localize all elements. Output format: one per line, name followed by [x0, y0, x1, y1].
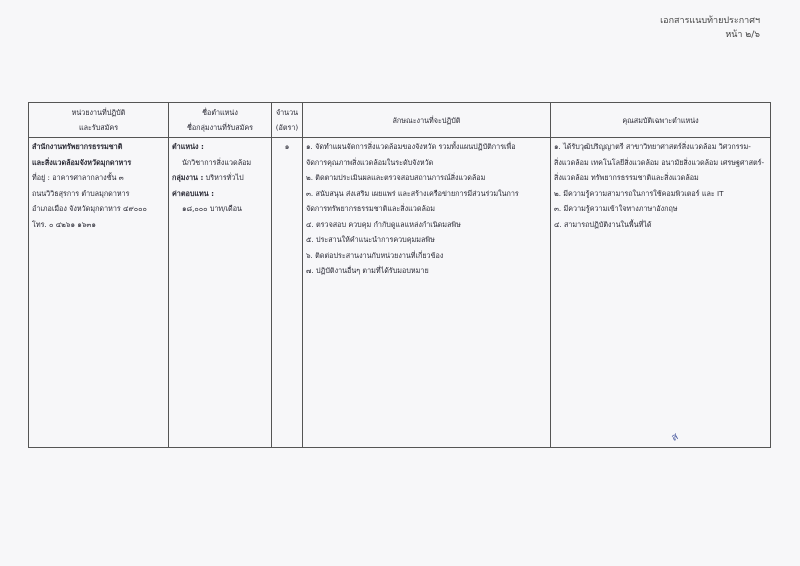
agency-phone: โทร. ๐ ๔๒๖๑ ๑๖๓๑ — [32, 219, 96, 229]
position-salary-label: ค่าตอบแทน : — [172, 188, 215, 198]
page-header — [660, 14, 760, 42]
header-position-line2: ชื่อกลุ่มงานที่รับสมัคร — [186, 123, 254, 132]
agency-name-line2: และสิ่งแวดล้อมจังหวัดมุกดาหาร — [32, 157, 132, 167]
header-position — [169, 103, 272, 138]
header-position-line1: ชื่อตำแหน่ง — [202, 108, 238, 117]
duties-cell — [303, 138, 551, 448]
duty-line: จัดการทรัพยากรธรรมชาติและสิ่งแวดล้อม — [306, 204, 435, 213]
count-value: ๑ — [284, 142, 290, 151]
qualification-line: ๔. สามารถปฏิบัติงานในพื้นที่ได้ — [554, 219, 652, 229]
agency-cell — [29, 138, 169, 448]
qualification-line: ๓. มีความรู้ความเข้าใจทางภาษาอังกฤษ — [554, 204, 678, 213]
header-agency — [29, 103, 169, 138]
header-qualifications — [551, 103, 771, 138]
job-table — [28, 102, 771, 448]
qualification-line: ๒. มีความรู้ความสามารถในการใช้คอมพิวเตอร์ และ IT — [554, 188, 724, 198]
duty-line: ๖. ติดต่อประสานงานกับหน่วยงานที่เกี่ยวข้อง — [306, 250, 444, 260]
duty-line: ๔. ตรวจสอบ ควบคุม กำกับดูแลแหล่งกำเนิดมลพิษ — [306, 219, 461, 229]
header-duties — [303, 103, 551, 138]
qualification-line: สิ่งแวดล้อม เทคโนโลยีสิ่งแวดล้อม อนามัยสิ่งแวดล้อม เศรษฐศาสตร์- — [554, 157, 765, 167]
table-row — [29, 138, 771, 448]
header-count-line1: จำนวน — [275, 108, 299, 117]
header-agency-line2: และรับสมัคร — [78, 123, 119, 132]
duty-line: ๗. ปฏิบัติงานอื่นๆ ตามที่ได้รับมอบหมาย — [306, 266, 429, 275]
header-qualifications-label: คุณสมบัติเฉพาะตำแหน่ง — [622, 115, 699, 125]
page-number: หน้า ๒/๖ — [725, 30, 760, 40]
duty-line: ๑. จัดทำแผนจัดการสิ่งแวดล้อมของจังหวัด รวมทั้งแผนปฏิบัติการเพื่อ — [306, 142, 516, 151]
count-cell — [272, 138, 303, 448]
initial-mark: ส — [669, 431, 681, 444]
header-agency-line1: หน่วยงานที่ปฏิบัติ — [71, 108, 126, 117]
header-count — [272, 103, 303, 138]
agency-address-line1: ที่อยู่ : อาคารศาลากลางชั้น ๓ — [32, 173, 124, 182]
duty-line: ๕. ประสานให้คำแนะนำการควบคุมมลพิษ — [306, 235, 435, 244]
duty-line: ๓. สนับสนุน ส่งเสริม เผยแพร่ และสร้างเครือข่ายการมีส่วนร่วมในการ — [306, 188, 519, 198]
qualifications-cell — [551, 138, 771, 448]
position-salary-value: ๑๘,๐๐๐ บาท/เดือน — [182, 204, 242, 213]
attachment-label: เอกสารแนบท้ายประกาศฯ — [660, 16, 760, 26]
position-cell — [169, 138, 272, 448]
position-title-value: นักวิชาการสิ่งแวดล้อม — [182, 157, 252, 167]
agency-address-line2: ถนนวิวิธสุรการ ตำบลมุกดาหาร — [32, 188, 130, 198]
position-group-value: บริหารทั่วไป — [205, 173, 244, 182]
position-title-label: ตำแหน่ง : — [172, 142, 204, 151]
agency-name-line1: สำนักงานทรัพยากรธรรมชาติ — [32, 142, 123, 151]
qualification-line: ๑. ได้รับวุฒิปริญญาตรี สาขาวิทยาศาสตร์สิ่งแวดล้อม วิศวกรรม- — [554, 142, 751, 151]
position-group-label: กลุ่มงาน : — [172, 173, 204, 182]
agency-address-line3: อำเภอเมือง จังหวัดมุกดาหาร ๔๙๐๐๐ — [32, 204, 147, 213]
table-header-row — [29, 103, 771, 138]
header-count-line2: (อัตรา) — [275, 123, 299, 132]
header-duties-label: ลักษณะงานที่จะปฏิบัติ — [392, 115, 461, 125]
qualification-line: สิ่งแวดล้อม ทรัพยากรธรรมชาติและสิ่งแวดล้อม — [554, 173, 699, 182]
duty-line: ๒. ติดตามประเมินผลและตรวจสอบสถานการณ์สิ่งแวดล้อม — [306, 173, 486, 182]
duty-line: จัดการคุณภาพสิ่งแวดล้อมในระดับจังหวัด — [306, 157, 434, 167]
